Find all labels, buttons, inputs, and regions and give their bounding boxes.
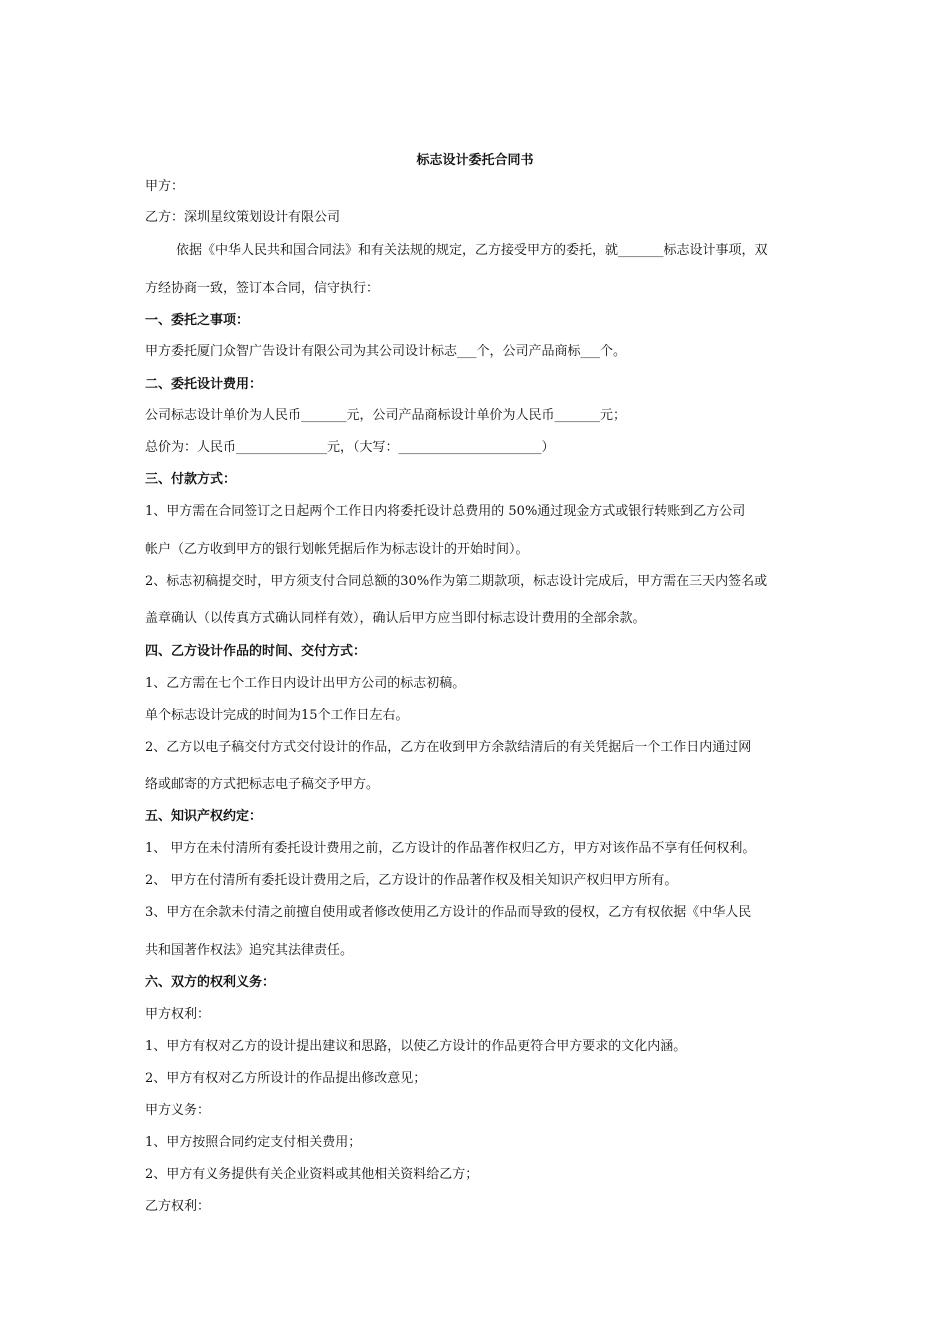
section-4-text-4: 络或邮寄的方式把标志电子稿交予甲方。 <box>145 777 380 792</box>
section-heading-5: 五、知识产权约定： <box>145 809 263 824</box>
section-5-text-2: 2、 甲方在付清所有委托设计费用之后，乙方设计的作品著作权及相关知识产权归甲方所有。 <box>145 873 678 888</box>
section-4-text-2: 单个标志设计完成的时间为15个工作日左右。 <box>145 708 409 723</box>
party-a-line: 甲方： <box>145 179 185 194</box>
section-heading-6: 六、双方的权利义务： <box>145 975 276 990</box>
party-a-obligation-2: 2、甲方有义务提供有关企业资料或其他相关资料给乙方； <box>145 1167 479 1182</box>
section-5-text-4: 共和国著作权法》追究其法律责任。 <box>145 943 354 958</box>
section-2-text-1: 公司标志设计单价为人民币_______元，公司产品商标设计单价为人民币_______元； <box>145 408 627 423</box>
section-3-text-2: 帐户（乙方收到甲方的银行划帐凭据后作为标志设计的开始时间）。 <box>145 542 529 557</box>
intro-paragraph-line-2: 方经协商一致，签订本合同，信守执行： <box>145 281 380 296</box>
party-a-obligations-label: 甲方义务： <box>145 1103 211 1118</box>
party-b-rights-label: 乙方权利： <box>145 1199 211 1214</box>
party-b-line: 乙方：深圳星纹策划设计有限公司 <box>145 210 341 225</box>
party-a-right-1: 1、甲方有权对乙方的设计提出建议和思路，以使乙方设计的作品更符合甲方要求的文化内涵。 <box>145 1039 687 1054</box>
section-2-text-2: 总价为：人民币______________元，（大写：______________________） <box>145 440 555 455</box>
section-heading-4: 四、乙方设计作品的时间、交付方式： <box>145 644 367 659</box>
section-heading-1: 一、委托之事项： <box>145 313 250 328</box>
section-1-text: 甲方委托厦门众智广告设计有限公司为其公司设计标志___个，公司产品商标___个。 <box>145 344 627 359</box>
section-3-text-3: 2、标志初稿提交时，甲方须支付合同总额的30%作为第二期款项，标志设计完成后，甲方需在三天内签名或 <box>145 574 768 589</box>
document-title: 标志设计委托合同书 <box>416 153 534 168</box>
section-3-text-4: 盖章确认（以传真方式确认同样有效），确认后甲方应当即付标志设计费用的全部余款。 <box>145 611 646 626</box>
section-4-text-3: 2、乙方以电子稿交付方式交付设计的作品，乙方在收到甲方余款结清后的有关凭据后一个工作日内通过网 <box>145 740 752 755</box>
party-a-right-2: 2、甲方有权对乙方所设计的作品提出修改意见； <box>145 1071 427 1086</box>
section-heading-3: 三、付款方式： <box>145 472 237 487</box>
intro-paragraph-line-1: 依据《中华人民共和国合同法》和有关法规的规定，乙方接受甲方的委托，就_______标志设计事项，双 <box>176 243 768 258</box>
party-a-rights-label: 甲方权利： <box>145 1007 211 1022</box>
section-heading-2: 二、委托设计费用： <box>145 377 263 392</box>
party-a-obligation-1: 1、甲方按照合同约定支付相关费用； <box>145 1135 362 1150</box>
section-5-text-3: 3、甲方在余款未付清之前擅自使用或者修改使用乙方设计的作品而导致的侵权，乙方有权依据《中华人民 <box>145 905 752 920</box>
section-4-text-1: 1、乙方需在七个工作日内设计出甲方公司的标志初稿。 <box>145 676 466 691</box>
section-5-text-1: 1、 甲方在未付清所有委托设计费用之前，乙方设计的作品著作权归乙方，甲方对该作品不享有任何权利。 <box>145 841 756 856</box>
section-3-text-1: 1、甲方需在合同签订之日起两个工作日内将委托设计总费用的 50%通过现金方式或银行转账到乙方公司 <box>145 504 746 519</box>
